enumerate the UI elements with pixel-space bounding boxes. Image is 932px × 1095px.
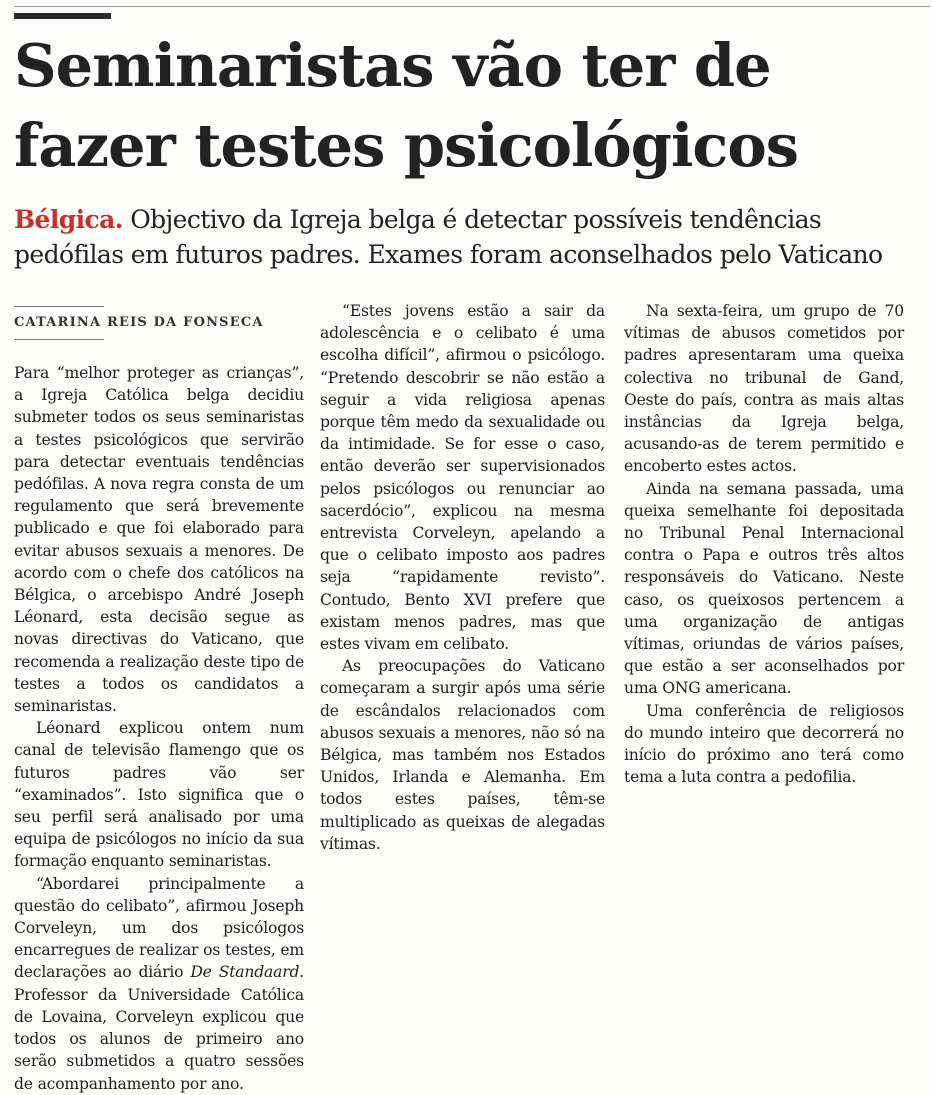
paragraph-3-text-a: “Abordarei principalmente a questão do celibato”, afirmou Joseph Corveleyn, um dos psicólogos encarregues de realizar os testes, em declarações ao diário [14, 874, 304, 982]
paragraph-7: Ainda na semana passada, uma queixa semelhante foi depositada no Tribunal Penal Internacional contra o Papa e outros três altos responsáveis do Vaticano. Neste caso, os queixosos pertencem a uma organização de antigas vítimas, oriundas de vários países, que estão a ser aconselhados por uma ONG americana. [624, 479, 904, 698]
paragraph-4: “Estes jovens estão a sair da adolescência e o celibato é uma escolha difícil”, afirmou o psicólogo. “Pretendo descobrir se não estão a seguir a vida religiosa apenas porque têm medo da sexualidade ou da intimidade. Se for esse o caso, então deverão ser supervisionados pelos psicólogos ou renunciar ao sacerdócio”, explicou na mesma entrevista Corveleyn, apelando a que o celibato imposto aos padres seja “rapidamente revisto”. Contudo, Bento XVI prefere que existam menos padres, mas que estes vivam em celibato. [320, 302, 605, 654]
byline-rule-bottom [14, 339, 104, 340]
paragraph-3 [14, 873, 304, 1095]
paragraph-6: Na sexta-feira, um grupo de 70 vítimas de abusos cometidos por padres apresentaram uma queixa colectiva no tribunal de Gand, Oeste do país, contra as mais altas instâncias da Igreja belga, acusando-as de terem permitido e encoberto estes actos. [624, 302, 904, 476]
headline: Seminaristas vão ter de fazer testes psicológicos [14, 31, 798, 180]
column-3 [624, 300, 904, 788]
top-thick-rule [14, 13, 111, 19]
deck-text: Objectivo da Igreja belga é detectar possíveis tendências pedófilas em futuros padres. Exames foram aconselhados pelo Vaticano [14, 205, 883, 269]
paragraph-8: Uma conferência de religiosos do mundo inteiro que decorrerá no início do próximo ano terá como tema a luta contra a pedofilia. [624, 701, 904, 787]
byline: CATARINA REIS DA FONSECA [14, 315, 264, 330]
paragraph-3-text-b: . Professor da Universidade Católica de Lovaina, Corveleyn explicou que todos os alunos de primeiro ano serão submetidos a quatro sessões de acompanhamento por ano. [14, 963, 304, 1093]
newspaper-name: De Standaard [190, 963, 300, 982]
column-1 [14, 300, 304, 1095]
paragraph-5: As preocupações do Vaticano começaram a surgir após uma série de escândalos relacionados com abusos sexuais a menores, não só na Bélgica, mas também nos Estados Unidos, Irlanda e Alemanha. Em todos estes países, têm-se multiplicado as queixas de alegadas vítimas. [320, 657, 605, 853]
top-thin-rule [14, 6, 930, 7]
paragraph-1: Para “melhor proteger as crianças”, a Igreja Católica belga decidiu submeter todos os seus seminaristas a testes psicológicos que servirão para detectar eventuais tendências pedófilas. A nova regra consta de um regulamento que será brevemente publicado e que foi elaborado para evitar abusos sexuais a menores. De acordo com o chefe dos católicos na Bélgica, o arcebispo André Joseph Léonard, esta decisão segue as novas directivas do Vaticano, que recomenda a realização deste tipo de testes a todos os candidatos a seminaristas. [14, 364, 304, 716]
byline-rule-top [14, 306, 104, 307]
deck [14, 202, 919, 272]
deck-kicker: Bélgica. [14, 205, 123, 234]
column-2 [320, 300, 605, 855]
paragraph-2: Léonard explicou ontem num canal de televisão flamengo que os futuros padres vão ser “examinados”. Isto significa que o seu perfil será analisado por uma equipa de psicólogos no início da sua formação enquanto seminaristas. [14, 719, 304, 871]
